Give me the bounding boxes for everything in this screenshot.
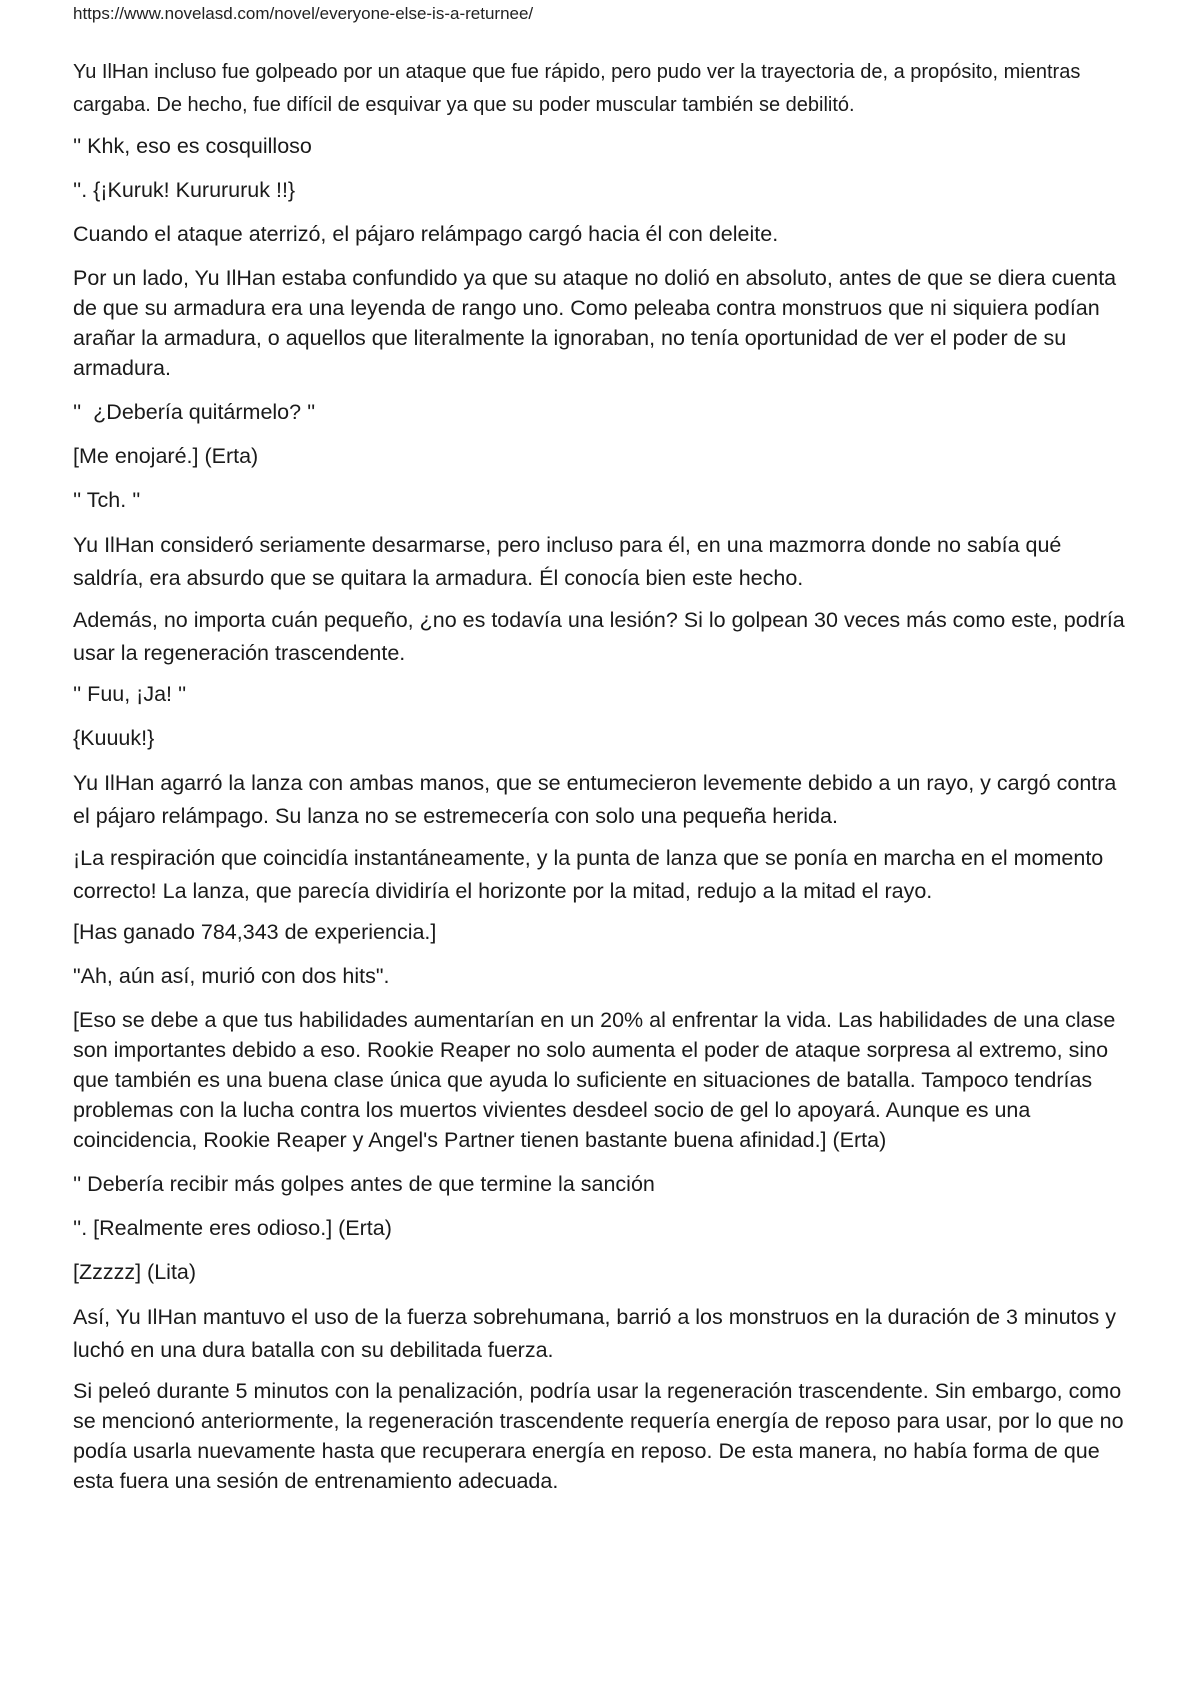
dialogue-line: "Ah, aún así, murió con dos hits". — [73, 964, 390, 988]
paragraph: ¡La respiración que coincidía instantáneamente, y la punta de lanza que se ponía en marcha en el momento correcto! La lanza, que parecía dividiría el horizonte por la mitad, redujo a la mitad el rayo. — [73, 846, 1110, 903]
dialogue-line: '' ¿Debería quitármelo? '' — [73, 400, 316, 424]
document-body — [73, 56, 1133, 1510]
paragraph: [Eso se debe a que tus habilidades aumentarían en un 20% al enfrentar la vida. Las habilidades de una clase son importantes debido a eso. Rookie Reaper no solo aumenta el poder de ataque sorpresa al extremo, sino que también es una buena clase única que ayuda lo suficiente en situaciones de batalla. Tampoco tendrías problemas con la lucha contra los muertos vivientes desdeel socio de gel lo apoyará. Aunque es una coincidencia, Rookie Reaper y Angel's Partner tienen bastante buena afinidad.] (Erta) — [73, 1008, 1122, 1152]
paragraph: Así, Yu IlHan mantuvo el uso de la fuerza sobrehumana, barrió a los monstruos en la duración de 3 minutos y luchó en una dura batalla con su debilitada fuerza. — [73, 1305, 1122, 1362]
dialogue-line: '' Tch. '' — [73, 488, 141, 512]
dialogue-line: [Me enojaré.] (Erta) — [73, 444, 259, 468]
paragraph: Yu IlHan consideró seriamente desarmarse, pero incluso para él, en una mazmorra donde no sabía qué saldría, era absurdo que se quitara la armadura. Él conocía bien este hecho. — [73, 533, 1068, 590]
dialogue-line: {Kuuuk!} — [73, 726, 155, 750]
paragraph: Yu IlHan incluso fue golpeado por un ataque que fue rápido, pero pudo ver la trayectoria de, a propósito, mientras cargaba. De hecho, fue difícil de esquivar ya que su poder muscular también se debilitó. — [73, 61, 1086, 116]
paragraph: Yu IlHan agarró la lanza con ambas manos, que se entumecieron levemente debido a un rayo, y cargó contra el pájaro relámpago. Su lanza no se estremecería con solo una pequeña herida. — [73, 771, 1123, 828]
page-url: https://www.novelasd.com/novel/everyone-else-is-a-returnee/ — [73, 4, 534, 23]
paragraph: Si peleó durante 5 minutos con la penalización, podría usar la regeneración trascendente. Sin embargo, como se mencionó anteriormente, la regeneración trascendente requería energía de reposo para usar, por lo que no podía usarla nuevamente hasta que recuperara energía en reposo. De esta manera, no había forma de que esta fuera una sesión de entrenamiento adecuada. — [73, 1379, 1130, 1493]
dialogue-line: [Has ganado 784,343 de experiencia.] — [73, 920, 437, 944]
dialogue-line: ''. {¡Kuruk! Kurururuk !!} — [73, 178, 296, 202]
dialogue-line: '' Khk, eso es cosquilloso — [73, 134, 312, 158]
dialogue-line: [Zzzzz] (Lita) — [73, 1260, 197, 1284]
dialogue-line: '' Fuu, ¡Ja! '' — [73, 682, 187, 706]
paragraph: Además, no importa cuán pequeño, ¿no es todavía una lesión? Si lo golpean 30 veces más como este, podría usar la regeneración trascendente. — [73, 608, 1131, 665]
dialogue-line: '' Debería recibir más golpes antes de que termine la sanción — [73, 1172, 655, 1196]
paragraph: Por un lado, Yu IlHan estaba confundido ya que su ataque no dolió en absoluto, antes de que se diera cuenta de que su armadura era una leyenda de rango uno. Como peleaba contra monstruos que ni siquiera podían arañar la armadura, o aquellos que literalmente la ignoraban, no tenía oportunidad de ver el poder de su armadura. — [73, 266, 1123, 380]
paragraph: Cuando el ataque aterrizó, el pájaro relámpago cargó hacia él con deleite. — [73, 222, 779, 246]
dialogue-line: ''. [Realmente eres odioso.] (Erta) — [73, 1216, 392, 1240]
